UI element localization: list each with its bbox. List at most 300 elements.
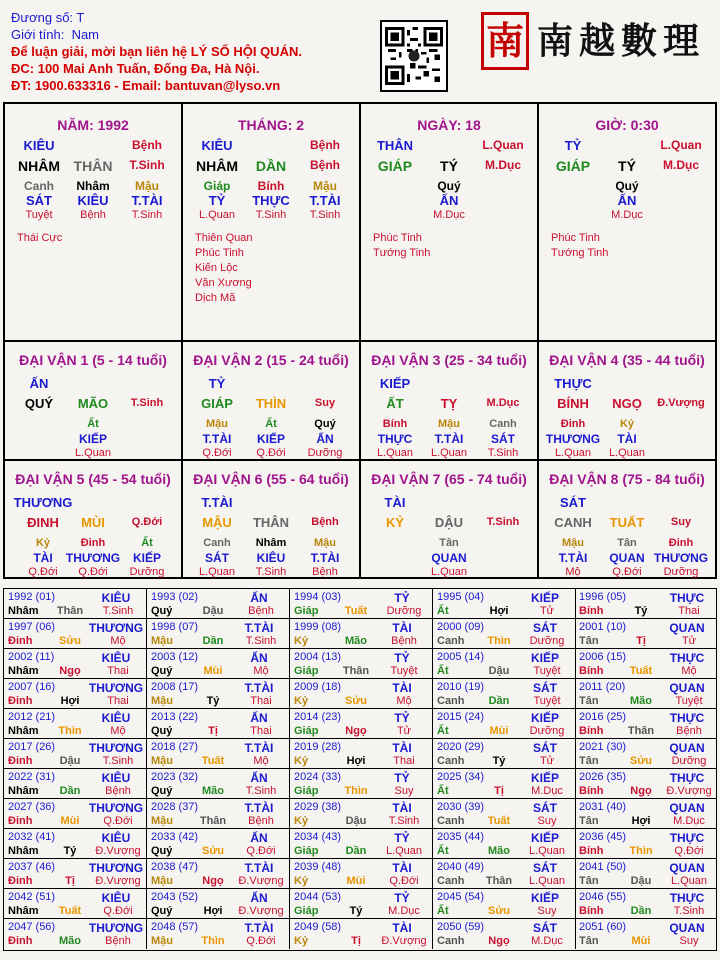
- pillar-star: TỶ: [564, 138, 582, 153]
- dai-van-star: T.TÀI: [201, 495, 233, 510]
- year-phase: M.Dục: [531, 935, 563, 947]
- year-label: 2049 (58): [294, 921, 342, 933]
- contact-address: ĐC: 100 Mai Anh Tuấn, Đống Đa, Hà Nội.: [11, 61, 260, 76]
- year-cell: [433, 889, 576, 919]
- year-chi: Dậu: [488, 665, 510, 677]
- pillar-chi-right: Bệnh: [310, 158, 340, 172]
- year-cell: [147, 679, 290, 709]
- year-phase: Mộ: [253, 665, 269, 677]
- year-chi: Mùi: [489, 725, 509, 737]
- year-chi: Sửu: [58, 635, 82, 647]
- year-can: Kỷ: [294, 875, 309, 887]
- year-star: THỰC: [669, 831, 705, 845]
- year-phase: Mộ: [681, 665, 697, 677]
- year-chi: Thìn: [487, 635, 511, 647]
- year-can: Mậu: [151, 935, 173, 947]
- dai-van-title: ĐẠI VẬN 1 (5 - 14 tuổi): [19, 352, 167, 368]
- hidden-phase: Tuyệt: [25, 209, 53, 221]
- year-phase: Mộ: [253, 755, 269, 767]
- pillar-title: NGÀY: 18: [417, 117, 481, 133]
- year-can: Mậu: [151, 695, 173, 707]
- pillar-month: [183, 104, 361, 342]
- year-phase: Đ.Vượng: [666, 785, 712, 797]
- year-label: 2021 (30): [579, 741, 627, 753]
- dai-van-chi: TỴ: [440, 396, 458, 411]
- year-chi: Ngọ: [59, 665, 81, 677]
- year-phase: Mộ: [110, 635, 126, 647]
- hidden-phase: Dưỡng: [129, 566, 165, 578]
- year-star: SÁT: [533, 681, 557, 695]
- year-chi: Mão: [630, 695, 652, 707]
- year-can: Giáp: [294, 605, 319, 617]
- hidden-phase: Dưỡng: [663, 566, 699, 578]
- year-cell: [147, 589, 290, 619]
- hidden-star: THƯƠNG: [545, 432, 601, 446]
- hidden-phase: L.Quan: [430, 447, 468, 459]
- year-chi: Dậu: [630, 875, 652, 887]
- year-star: THỰC: [669, 591, 705, 605]
- hidden-star: T.TÀI: [309, 193, 341, 208]
- hidden-stem: Tân: [617, 537, 637, 549]
- year-label: 2014 (23): [294, 711, 342, 723]
- year-can: Ất: [437, 665, 449, 677]
- year-chi: Thân: [199, 815, 227, 827]
- year-cell: [147, 619, 290, 649]
- year-cell: [575, 619, 717, 649]
- year-can: Nhâm: [8, 845, 39, 857]
- year-star: SÁT: [533, 921, 557, 935]
- dai-van-5: [5, 461, 183, 577]
- year-can: Ất: [437, 845, 449, 857]
- hidden-star: SÁT: [491, 432, 515, 446]
- hidden-phase: Q.Đới: [256, 447, 286, 459]
- hidden-stem: Nhâm: [255, 537, 287, 549]
- hidden-star: TÀI: [617, 432, 637, 446]
- dai-van-chi: TUẤT: [609, 515, 645, 530]
- year-cell: [575, 829, 717, 859]
- year-phase: Tử: [396, 725, 412, 737]
- year-label: 2001 (10): [579, 621, 627, 633]
- year-chi: Thìn: [629, 845, 653, 857]
- year-can: Kỷ: [294, 755, 309, 767]
- year-chi: Tị: [208, 725, 218, 737]
- year-can: Tân: [579, 695, 599, 707]
- year-can: Bính: [579, 845, 604, 857]
- hidden-phase: L.Quan: [608, 447, 646, 459]
- year-label: 2040 (49): [437, 861, 485, 873]
- hidden-star: ẤN: [617, 193, 637, 208]
- year-label: 2004 (13): [294, 651, 342, 663]
- year-chi: Dần: [345, 845, 367, 857]
- year-star: ẤN: [250, 771, 268, 785]
- year-can: Kỷ: [294, 635, 309, 647]
- year-cell: [433, 649, 576, 679]
- year-phase: T.Sinh: [245, 785, 277, 797]
- year-phase: Q.Đới: [246, 935, 276, 947]
- pillar-can: GIÁP: [377, 158, 413, 174]
- year-star: ẤN: [250, 891, 268, 905]
- hidden-stem: Canh: [489, 418, 517, 430]
- hidden-phase: L.Quan: [74, 447, 112, 459]
- year-phase: Tuyệt: [533, 695, 561, 707]
- special-star: Tướng Tinh: [373, 247, 431, 259]
- year-label: 2045 (54): [437, 891, 485, 903]
- year-cell: [290, 649, 433, 679]
- year-can: Kỷ: [294, 695, 309, 707]
- year-can: Mậu: [151, 875, 173, 887]
- year-can: Tân: [579, 815, 599, 827]
- year-chi: Sửu: [629, 755, 653, 767]
- year-phase: Tử: [539, 605, 555, 617]
- year-label: 2013 (22): [151, 711, 199, 723]
- year-chi: Tuất: [201, 755, 225, 767]
- year-label: 2037 (46): [8, 861, 56, 873]
- hidden-star: QUAN: [431, 551, 467, 565]
- contact-invite: Để luận giải, mời bạn liên hệ LÝ SỐ HỘI QUÁN.: [11, 44, 302, 59]
- hidden-stem: Quý: [437, 179, 461, 193]
- year-star: T.TÀI: [244, 621, 274, 635]
- year-phase: Dưỡng: [671, 755, 707, 767]
- year-cell: [290, 619, 433, 649]
- year-phase: Thai: [107, 695, 129, 707]
- year-cell: [4, 739, 147, 769]
- year-phase: Bệnh: [248, 815, 274, 827]
- hidden-stem: Đinh: [560, 418, 586, 430]
- year-can: Canh: [437, 695, 465, 707]
- year-chi: Hợi: [203, 905, 223, 917]
- qr-code-pattern: [385, 25, 443, 87]
- year-phase: M.Dục: [673, 815, 705, 827]
- hidden-star: T.TÀI: [202, 432, 232, 446]
- year-label: 2035 (44): [437, 831, 485, 843]
- year-cell: [575, 649, 717, 679]
- year-chi: Tuất: [344, 605, 368, 617]
- pillar-year: [5, 104, 183, 342]
- dai-van-star: ẤN: [29, 376, 49, 391]
- dai-van-can: CANH: [554, 515, 592, 530]
- year-phase: Q.Đới: [103, 905, 133, 917]
- year-cell: [575, 709, 717, 739]
- special-star: Phúc Tinh: [373, 232, 422, 244]
- hidden-phase: T.Sinh: [255, 209, 287, 221]
- dai-van-title: ĐẠI VẬN 7 (65 - 74 tuổi): [371, 471, 527, 487]
- pillar-chi-right: M.Dục: [663, 158, 699, 172]
- year-cell: [433, 919, 576, 949]
- year-star: T.TÀI: [244, 801, 274, 815]
- year-can: Giáp: [294, 725, 319, 737]
- year-cell: [4, 649, 147, 679]
- dai-van-phase: Bệnh: [311, 516, 339, 528]
- year-chi: Dậu: [59, 755, 81, 767]
- dai-van-star: KIẾP: [379, 376, 411, 391]
- year-cell: [290, 769, 433, 799]
- year-label: 2043 (52): [151, 891, 199, 903]
- special-star: Tướng Tinh: [551, 247, 609, 259]
- year-can: Nhâm: [8, 785, 39, 797]
- dai-van-chi: DẬU: [434, 515, 464, 530]
- year-phase: L.Quan: [670, 875, 708, 887]
- year-phase: L.Quan: [528, 875, 566, 887]
- year-chi: Mùi: [631, 935, 651, 947]
- year-label: 1996 (05): [579, 591, 627, 603]
- dai-van-can: KỶ: [385, 515, 405, 530]
- hidden-star: KIẾP: [78, 432, 107, 446]
- year-phase: Thai: [678, 605, 700, 617]
- year-phase: T.Sinh: [245, 635, 277, 647]
- year-phase: Q.Đới: [674, 845, 704, 857]
- dai-van-title: ĐẠI VẬN 5 (45 - 54 tuổi): [15, 471, 171, 487]
- year-star: KIẾP: [530, 771, 559, 785]
- hidden-star: THỰC: [377, 432, 413, 446]
- hidden-stem: Mậu: [562, 537, 584, 549]
- year-star: QUAN: [669, 621, 705, 635]
- year-label: 2050 (59): [437, 921, 485, 933]
- dai-van-6: [183, 461, 361, 577]
- dai-van-can: BÍNH: [557, 396, 589, 411]
- year-star: ẤN: [250, 591, 268, 605]
- year-phase: Q.Đới: [103, 815, 133, 827]
- year-star: QUAN: [669, 681, 705, 695]
- year-label: 2033 (42): [151, 831, 199, 843]
- hidden-phase: T.Sinh: [131, 209, 163, 221]
- hidden-phase: Mộ: [565, 566, 581, 578]
- year-phase: Suy: [394, 785, 414, 797]
- year-chi: Thân: [56, 605, 84, 617]
- year-phase: Mộ: [110, 725, 126, 737]
- dai-van-chi: MÃO: [77, 396, 109, 411]
- year-star: TỶ: [394, 771, 410, 785]
- year-star: TÀI: [392, 741, 412, 755]
- year-cell: [147, 919, 290, 949]
- year-star: KIÊU: [101, 711, 131, 725]
- hidden-star: T.TÀI: [558, 551, 588, 565]
- hidden-star: KIẾP: [132, 551, 161, 565]
- special-star: Phúc Tinh: [195, 247, 244, 259]
- year-label: 2006 (15): [579, 651, 627, 663]
- hidden-phase: L.Quan: [430, 566, 468, 578]
- dai-van-chi: THÌN: [255, 396, 287, 411]
- pillar-star: THÂN: [376, 138, 414, 153]
- year-star: QUAN: [669, 921, 705, 935]
- year-can: Canh: [437, 935, 465, 947]
- year-cell: [4, 619, 147, 649]
- year-label: 2003 (12): [151, 651, 199, 663]
- year-star: KIÊU: [101, 831, 131, 845]
- year-chi: Sửu: [201, 845, 225, 857]
- dai-van-title: ĐẠI VẬN 8 (75 - 84 tuổi): [549, 471, 705, 487]
- pillar-chi: TÝ: [618, 158, 636, 174]
- dai-van-chi: MÙI: [81, 515, 105, 530]
- year-cell: [433, 589, 576, 619]
- pillar-star-right: Bệnh: [310, 138, 340, 152]
- gender-value: Nam: [71, 27, 100, 42]
- year-can: Quý: [151, 725, 173, 737]
- year-star: THƯƠNG: [88, 621, 144, 635]
- year-star: TỶ: [394, 831, 410, 845]
- year-chi: Tý: [492, 755, 506, 767]
- year-label: 2051 (60): [579, 921, 627, 933]
- year-label: 1992 (01): [8, 591, 56, 603]
- hidden-stem: Kỷ: [619, 418, 635, 430]
- chart-grid: [3, 102, 717, 579]
- dai-van-can: ĐINH: [27, 515, 59, 530]
- year-chi: Hợi: [346, 755, 366, 767]
- year-label: 2046 (55): [579, 891, 627, 903]
- year-can: Quý: [151, 665, 173, 677]
- year-can: Nhâm: [8, 725, 39, 737]
- year-star: QUAN: [669, 861, 705, 875]
- year-star: THỰC: [669, 651, 705, 665]
- year-star: THỰC: [669, 771, 705, 785]
- year-label: 2009 (18): [294, 681, 342, 693]
- year-chi: Ngọ: [630, 785, 652, 797]
- red-seal-logo: 南: [481, 12, 529, 70]
- year-chi: Mùi: [203, 665, 223, 677]
- year-phase: Suy: [537, 815, 557, 827]
- owner-value: T: [76, 10, 85, 25]
- year-star: SÁT: [533, 741, 557, 755]
- year-can: Tân: [579, 875, 599, 887]
- year-chi: Sửu: [487, 905, 511, 917]
- pillar-chi-right: M.Dục: [485, 158, 521, 172]
- hidden-stem: Bính: [382, 418, 408, 430]
- year-label: 2030 (39): [437, 801, 485, 813]
- year-cell: [575, 919, 717, 949]
- year-label: 2025 (34): [437, 771, 485, 783]
- hidden-phase: Dưỡng: [307, 447, 343, 459]
- hidden-phase: L.Quan: [554, 447, 592, 459]
- year-phase: L.Quan: [385, 845, 423, 857]
- year-can: Nhâm: [8, 905, 39, 917]
- year-phase: Tuyệt: [390, 665, 418, 677]
- year-can: Canh: [437, 815, 465, 827]
- dai-van-chi: THÂN: [252, 515, 290, 530]
- year-chi: Dậu: [345, 815, 367, 827]
- year-can: Canh: [437, 635, 465, 647]
- year-cell: [575, 889, 717, 919]
- year-star: TỶ: [394, 891, 410, 905]
- year-can: Canh: [437, 875, 465, 887]
- year-label: 2032 (41): [8, 831, 56, 843]
- gender-label: Giới tính:: [11, 27, 65, 42]
- year-chi: Tý: [206, 695, 220, 707]
- hidden-star: KIÊU: [77, 193, 109, 208]
- dai-van-8: [539, 461, 715, 577]
- year-label: 2015 (24): [437, 711, 485, 723]
- special-star: Phúc Tinh: [551, 232, 600, 244]
- year-label: 2008 (17): [151, 681, 199, 693]
- year-chi: Thìn: [201, 935, 225, 947]
- year-chi: Tuất: [58, 905, 82, 917]
- year-label: 1998 (07): [151, 621, 199, 633]
- year-star: KIẾP: [530, 711, 559, 725]
- year-cell: [433, 829, 576, 859]
- year-star: THƯƠNG: [88, 741, 144, 755]
- dai-van-phase: Suy: [314, 397, 336, 409]
- year-label: 2048 (57): [151, 921, 199, 933]
- dai-van-star: THỰC: [554, 376, 592, 391]
- year-chi: Mão: [202, 785, 224, 797]
- year-can: Quý: [151, 605, 173, 617]
- owner-label: Đương số:: [11, 10, 74, 25]
- year-star: THỰC: [669, 891, 705, 905]
- dai-van-1: [5, 342, 183, 461]
- pillar-star-right: L.Quan: [660, 138, 702, 152]
- year-can: Bính: [579, 665, 604, 677]
- year-can: Quý: [151, 845, 173, 857]
- hidden-stem: Mậu: [314, 537, 336, 549]
- dai-van-title: ĐẠI VẬN 3 (25 - 34 tuổi): [371, 352, 527, 368]
- year-label: 2017 (26): [8, 741, 56, 753]
- year-label: 2005 (14): [437, 651, 485, 663]
- year-cell: [575, 859, 717, 889]
- year-label: 2018 (27): [151, 741, 199, 753]
- year-cell: [4, 829, 147, 859]
- year-label: 2028 (37): [151, 801, 199, 813]
- year-star: T.TÀI: [244, 861, 274, 875]
- pillar-chi: THÂN: [73, 158, 113, 174]
- pillar-star-right: L.Quan: [482, 138, 524, 152]
- year-cell: [147, 709, 290, 739]
- year-label: 2011 (20): [579, 681, 626, 693]
- hidden-phase: L.Quan: [198, 209, 236, 221]
- year-chi: Dần: [488, 695, 510, 707]
- year-phase: Thai: [393, 755, 415, 767]
- year-phase: Q.Đới: [389, 875, 419, 887]
- hidden-stem: Tân: [439, 537, 459, 549]
- hidden-star: TÀI: [33, 551, 53, 565]
- year-star: SÁT: [533, 801, 557, 815]
- hidden-phase: Q.Đới: [78, 566, 108, 578]
- hidden-stem: Mậu: [206, 418, 228, 430]
- year-star: ẤN: [250, 831, 268, 845]
- pillar-day: [361, 104, 539, 342]
- year-label: 2038 (47): [151, 861, 199, 873]
- qr-code-icon[interactable]: [380, 20, 448, 92]
- year-can: Đinh: [8, 935, 33, 947]
- year-label: 1994 (03): [294, 591, 342, 603]
- year-cell: [433, 859, 576, 889]
- pillar-hour: [539, 104, 715, 342]
- hidden-phase: T.Sinh: [487, 447, 519, 459]
- year-star: TÀI: [392, 801, 412, 815]
- year-label: 1993 (02): [151, 591, 199, 603]
- hidden-star: SÁT: [205, 551, 229, 565]
- year-label: 2022 (31): [8, 771, 56, 783]
- year-star: KIẾP: [530, 651, 559, 665]
- year-cell: [575, 679, 717, 709]
- year-chi: Thân: [342, 665, 370, 677]
- year-can: Kỷ: [294, 815, 309, 827]
- hidden-stem: Mậu: [135, 179, 159, 193]
- year-can: Giáp: [294, 785, 319, 797]
- year-phase: T.Sinh: [102, 755, 134, 767]
- year-label: 2039 (48): [294, 861, 342, 873]
- year-chi: Tuất: [487, 815, 511, 827]
- year-label: 2044 (53): [294, 891, 342, 903]
- year-can: Đinh: [8, 635, 33, 647]
- special-star: Văn Xương: [195, 277, 252, 289]
- special-stars: [373, 231, 430, 261]
- special-star: Thái Cực: [17, 232, 63, 244]
- pillar-can: GIÁP: [555, 158, 591, 174]
- dai-van-phase: T.Sinh: [130, 397, 164, 409]
- year-star: TỶ: [394, 591, 410, 605]
- year-phase: Bệnh: [676, 725, 702, 737]
- year-phase: Tử: [539, 755, 555, 767]
- year-label: 2036 (45): [579, 831, 627, 843]
- year-cell: [290, 679, 433, 709]
